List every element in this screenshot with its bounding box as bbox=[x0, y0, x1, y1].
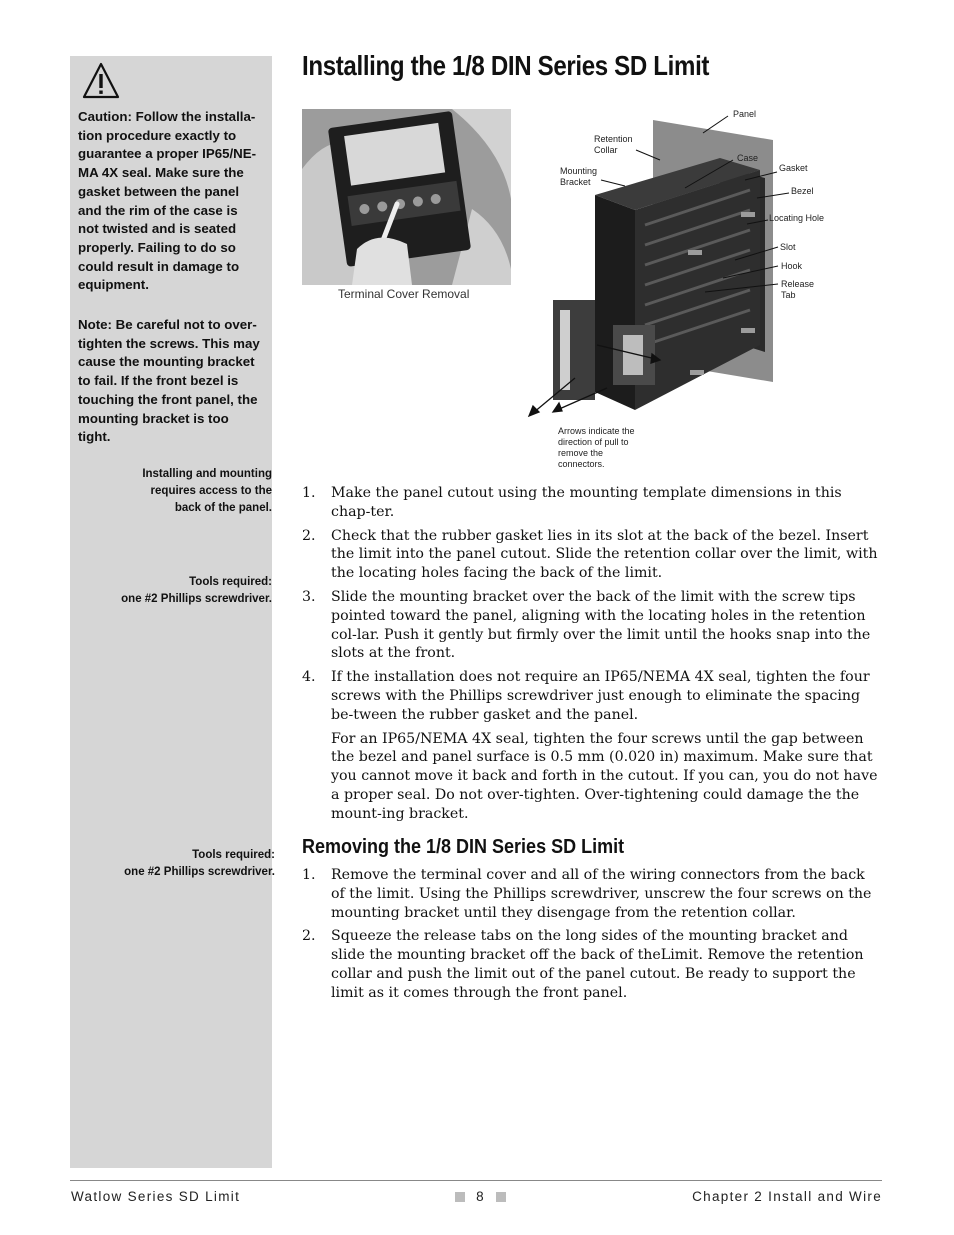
label-bezel: Bezel bbox=[791, 186, 814, 196]
list-item bbox=[302, 527, 882, 583]
section-heading: Removing the 1/8 DIN Series SD Limit bbox=[302, 836, 625, 858]
label-release-tab: Release Tab bbox=[781, 279, 815, 300]
caution-text: Caution: Follow the installa- tion procedure exactly to guarantee a proper IP65/NE- MA 4X seal. Make sure the gasket between the panel and the rim of the case is not twisted and is seated properly. Failing to do so could result in damage to equipment. bbox=[78, 109, 257, 293]
step-number: 3. bbox=[302, 588, 316, 605]
square-icon bbox=[496, 1192, 506, 1202]
list-item bbox=[302, 484, 882, 522]
access-note: Installing and mounting requires access to the back of the panel. bbox=[142, 468, 272, 514]
list-item bbox=[302, 668, 882, 823]
step-extra-text: For an IP65/NEMA 4X seal, tighten the four screws until the gap between the bezel and panel surface is 0.5 mm (0.020 in) maximum. Make sure that you cannot move it back and forth in the cutout. If you can, you do not have a proper seal. Do not over-tighten. Over-tightening could damage the the mount-ing bracket. bbox=[331, 730, 878, 822]
label-arrows-note: Arrows indicate the direction of pull to remove the connectors. bbox=[558, 426, 635, 469]
step-text: Make the panel cutout using the mounting template dimensions in this chap-ter. bbox=[331, 485, 842, 520]
step-number: 4. bbox=[302, 669, 316, 686]
step-text: Slide the mounting bracket over the back of the limit with the screw tips pointed toward the panel, aligning with the locating holes in the retention col-lar. Push it gently but firmly over the limit until the hooks snap into the slots at the front. bbox=[331, 588, 871, 662]
tools-required-note: Tools required: one #2 Phillips screwdriver. bbox=[121, 576, 272, 605]
photo-caption: Terminal Cover Removal bbox=[338, 287, 470, 301]
step-text: If the installation does not require an IP65/NEMA 4X seal, tighten the four screws with the Phillips screwdriver just enough to eliminate the spacing be-tween the rubber gasket and the panel. bbox=[331, 669, 870, 723]
step-number: 2. bbox=[302, 928, 316, 945]
step-number: 2. bbox=[302, 527, 316, 544]
remove-steps-list bbox=[302, 866, 882, 1008]
label-gasket: Gasket bbox=[779, 163, 808, 173]
step-number: 1. bbox=[302, 867, 316, 883]
warning-icon bbox=[82, 62, 120, 100]
footer-divider bbox=[70, 1180, 882, 1181]
step-text: Remove the terminal cover and all of the wiring connectors from the back of the limit. Using the Phillips screwdriver, unscrew the four screws on the mounting bracket until they disengage from the retention collar. bbox=[331, 867, 872, 921]
square-icon bbox=[455, 1192, 465, 1202]
label-panel: Panel bbox=[733, 109, 757, 119]
tools-required-note-2: Tools required: one #2 Phillips screwdriver. bbox=[124, 849, 275, 878]
page-number: 8 bbox=[476, 1189, 485, 1204]
install-steps-list bbox=[302, 484, 882, 829]
label-case: Case bbox=[737, 153, 759, 163]
label-mounting-bracket: Mounting Bracket bbox=[560, 166, 598, 187]
step-text: Check that the rubber gasket lies in its slot at the back of the bezel. Insert the limit into the panel cutout. Slide the retention collar over the limit, with the locating holes facing the back of the limit. bbox=[331, 527, 878, 582]
step-text: Squeeze the release tabs on the long sides of the mounting bracket and slide the mounting bracket off the back of theLimit. Remove the retention collar and push the limit out of the panel cutout. Be ready to support the limit as it comes through the front panel. bbox=[331, 928, 864, 1001]
list-item bbox=[302, 866, 882, 922]
label-slot: Slot bbox=[780, 242, 796, 252]
step-number: 1. bbox=[302, 485, 316, 501]
footer-left: Watlow Series SD Limit bbox=[71, 1189, 241, 1204]
page-title: Installing the 1/8 DIN Series SD Limit bbox=[302, 50, 710, 81]
label-locating-hole: Locating Hole bbox=[769, 213, 825, 223]
terminal-cover-photo bbox=[302, 109, 511, 285]
list-item bbox=[302, 927, 882, 1002]
footer-page-number bbox=[455, 1189, 506, 1204]
label-retention-collar: Retention Collar bbox=[594, 134, 633, 155]
list-item bbox=[302, 588, 882, 663]
note-text: Note: Be careful not to over- tighten the screws. This may cause the mounting bracket to fail. If the front bezel is touching the front panel, the mounting bracket is too tight. bbox=[78, 317, 260, 445]
label-hook: Hook bbox=[781, 261, 803, 271]
footer-right: Chapter 2 Install and Wire bbox=[692, 1189, 882, 1204]
